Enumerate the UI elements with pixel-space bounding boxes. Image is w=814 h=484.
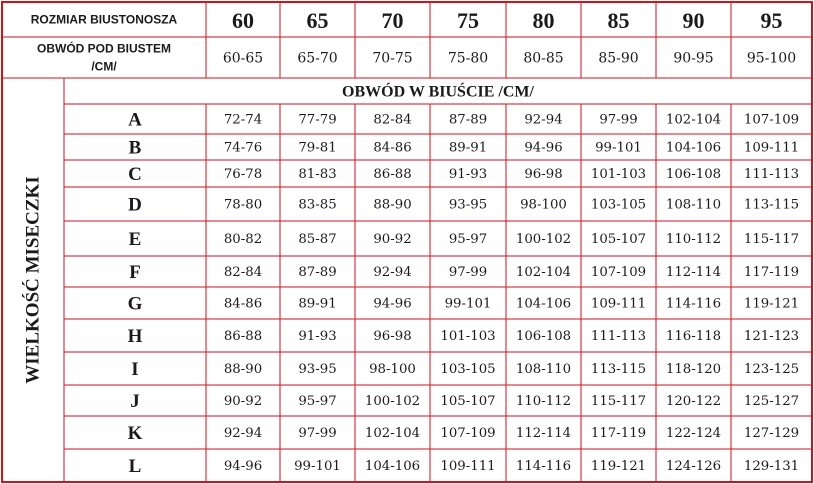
bust-range-cell: 88-90 (223, 362, 263, 377)
bust-range-cell: 103-105 (440, 362, 496, 377)
band-size-value: 70 (381, 8, 404, 33)
bust-range-cell: 105-107 (590, 232, 647, 247)
bust-range-cell: 127-129 (743, 426, 800, 441)
bust-range-cell: 125-127 (743, 394, 800, 409)
bust-range-cell: 117-119 (590, 426, 647, 441)
bust-range-cell: 111-113 (743, 167, 800, 182)
bust-range-cell: 80-82 (223, 232, 263, 247)
band-size-value: 90 (682, 8, 705, 33)
underbust-range: 85-90 (598, 50, 639, 67)
bust-range-cell: 108-110 (515, 362, 572, 377)
bust-circumference-header: OBWÓD W BIUŚCIE /CM/ (342, 83, 534, 101)
underbust-range: 95-100 (746, 50, 797, 67)
bust-range-cell: 89-91 (448, 140, 488, 156)
bust-range-cell: 104-106 (515, 296, 572, 312)
bust-range-cell: 98-100 (369, 362, 416, 377)
cup-letter: H (127, 326, 143, 347)
bust-range-cell: 108-110 (665, 197, 722, 213)
bust-range-cell: 118-120 (665, 362, 722, 377)
bust-range-cell: 114-116 (665, 296, 722, 312)
underbust-range: 70-75 (372, 50, 413, 67)
bust-range-cell: 87-89 (298, 265, 337, 280)
underbust-range: 90-95 (673, 50, 714, 67)
bust-range-cell: 110-112 (665, 232, 722, 247)
bust-range-cell: 99-101 (294, 459, 341, 474)
bust-range-cell: 77-79 (298, 112, 337, 128)
bust-range-cell: 104-106 (665, 140, 722, 156)
bust-range-cell: 95-97 (448, 232, 488, 247)
band-size-label: ROZMIAR BIUSTONOSZA (30, 12, 178, 27)
bust-range-cell: 115-117 (743, 232, 800, 247)
cup-letter: K (127, 423, 143, 444)
bust-range-cell: 91-93 (298, 329, 337, 344)
bust-range-cell: 99-101 (444, 296, 492, 312)
bust-range-cell: 89-91 (298, 296, 337, 312)
bust-range-cell: 85-87 (298, 232, 337, 247)
bust-range-cell: 107-109 (743, 112, 800, 128)
bust-range-cell: 119-121 (743, 296, 800, 312)
bust-range-cell: 111-113 (590, 329, 647, 344)
bust-range-cell: 91-93 (448, 167, 488, 182)
bust-range-cell: 112-114 (515, 426, 572, 441)
bust-range-cell: 102-104 (515, 265, 572, 280)
bust-range-cell: 102-104 (364, 426, 421, 441)
bust-range-cell: 82-84 (373, 112, 412, 128)
bust-range-cell: 123-125 (743, 362, 800, 377)
band-size-value: 60 (232, 8, 254, 33)
cup-letter: A (128, 109, 142, 131)
bust-range-cell: 110-112 (515, 394, 572, 409)
bust-range-cell: 92-94 (373, 265, 412, 280)
bust-range-cell: 119-121 (590, 459, 647, 474)
bust-range-cell: 92-94 (223, 426, 263, 441)
underbust-unit-label: /CM/ (91, 59, 117, 74)
bust-range-cell: 90-92 (223, 394, 263, 409)
bust-range-cell: 109-111 (590, 296, 647, 312)
bust-range-cell: 94-96 (373, 296, 412, 312)
bust-range-cell: 109-111 (743, 140, 800, 156)
bust-range-cell: 101-103 (590, 167, 647, 182)
underbust-range: 65-70 (297, 50, 338, 67)
cup-size-side-label: WIELKOŚĆ MISECZKI (22, 176, 44, 384)
band-size-value: 65 (306, 8, 329, 33)
bust-range-cell: 86-88 (373, 167, 412, 182)
band-size-value: 80 (532, 8, 555, 33)
band-size-value: 85 (607, 8, 630, 33)
bust-range-cell: 120-122 (665, 394, 722, 409)
bust-range-cell: 112-114 (665, 265, 722, 280)
bust-range-cell: 105-107 (440, 394, 496, 409)
bust-range-cell: 97-99 (599, 112, 638, 128)
bust-range-cell: 114-116 (515, 459, 572, 474)
bust-range-cell: 81-83 (298, 167, 337, 182)
underbust-range: 80-85 (523, 50, 564, 67)
cup-letter: B (128, 137, 142, 159)
cup-letter: L (128, 456, 142, 477)
cup-letter: D (128, 194, 142, 216)
cup-letter: F (129, 262, 141, 283)
cup-letter: C (128, 164, 142, 185)
bust-range-cell: 82-84 (223, 265, 263, 280)
bust-range-cell: 74-76 (223, 140, 263, 156)
underbust-label: OBWÓD POD BIUSTEM (37, 41, 171, 56)
bust-range-cell: 122-124 (665, 426, 722, 441)
bust-range-cell: 109-111 (440, 459, 496, 474)
bust-range-cell: 106-108 (515, 329, 572, 344)
bust-range-cell: 94-96 (524, 140, 563, 156)
bust-range-cell: 100-102 (515, 232, 572, 247)
bust-range-cell: 94-96 (223, 459, 263, 474)
cup-letter: J (130, 391, 140, 412)
cup-letter: E (128, 229, 142, 250)
bust-range-cell: 78-80 (223, 197, 263, 213)
bust-range-cell: 93-95 (298, 362, 337, 377)
bust-range-cell: 84-86 (373, 140, 412, 156)
bust-range-cell: 115-117 (590, 394, 647, 409)
bust-range-cell: 117-119 (743, 265, 800, 280)
bust-range-cell: 92-94 (524, 112, 563, 128)
bust-range-cell: 121-123 (743, 329, 800, 344)
underbust-range: 75-80 (447, 50, 489, 67)
bust-range-cell: 76-78 (223, 167, 263, 182)
bust-range-cell: 113-115 (590, 362, 647, 377)
bust-range-cell: 113-115 (743, 197, 800, 213)
band-size-value: 75 (457, 8, 479, 33)
cup-letter: G (127, 293, 143, 315)
bust-range-cell: 129-131 (743, 459, 800, 474)
bust-range-cell: 107-109 (440, 426, 496, 441)
bust-range-cell: 83-85 (298, 197, 337, 213)
bust-range-cell: 93-95 (448, 197, 488, 213)
bust-range-cell: 124-126 (665, 459, 722, 474)
bust-range-cell: 98-100 (520, 197, 567, 213)
bust-range-cell: 96-98 (373, 329, 412, 344)
bust-range-cell: 86-88 (223, 329, 263, 344)
bust-range-cell: 101-103 (440, 329, 496, 344)
band-size-value: 95 (760, 8, 783, 33)
bust-range-cell: 99-101 (595, 140, 642, 156)
bust-range-cell: 97-99 (298, 426, 337, 441)
bust-range-cell: 72-74 (223, 112, 263, 128)
bust-range-cell: 79-81 (298, 140, 337, 156)
bust-range-cell: 102-104 (665, 112, 722, 128)
bust-range-cell: 100-102 (364, 394, 421, 409)
bust-range-cell: 116-118 (665, 329, 722, 344)
bust-range-cell: 96-98 (524, 167, 563, 182)
cup-letter: I (131, 359, 139, 380)
bust-range-cell: 87-89 (448, 112, 488, 128)
bust-range-cell: 88-90 (373, 197, 412, 213)
bust-range-cell: 84-86 (223, 296, 263, 312)
bust-range-cell: 90-92 (373, 232, 412, 247)
underbust-range: 60-65 (222, 50, 264, 67)
bust-range-cell: 103-105 (590, 197, 647, 213)
bust-range-cell: 107-109 (590, 265, 647, 280)
bust-range-cell: 97-99 (448, 265, 488, 280)
bust-range-cell: 104-106 (364, 459, 421, 474)
bust-range-cell: 106-108 (665, 167, 722, 182)
bust-range-cell: 95-97 (298, 394, 337, 409)
